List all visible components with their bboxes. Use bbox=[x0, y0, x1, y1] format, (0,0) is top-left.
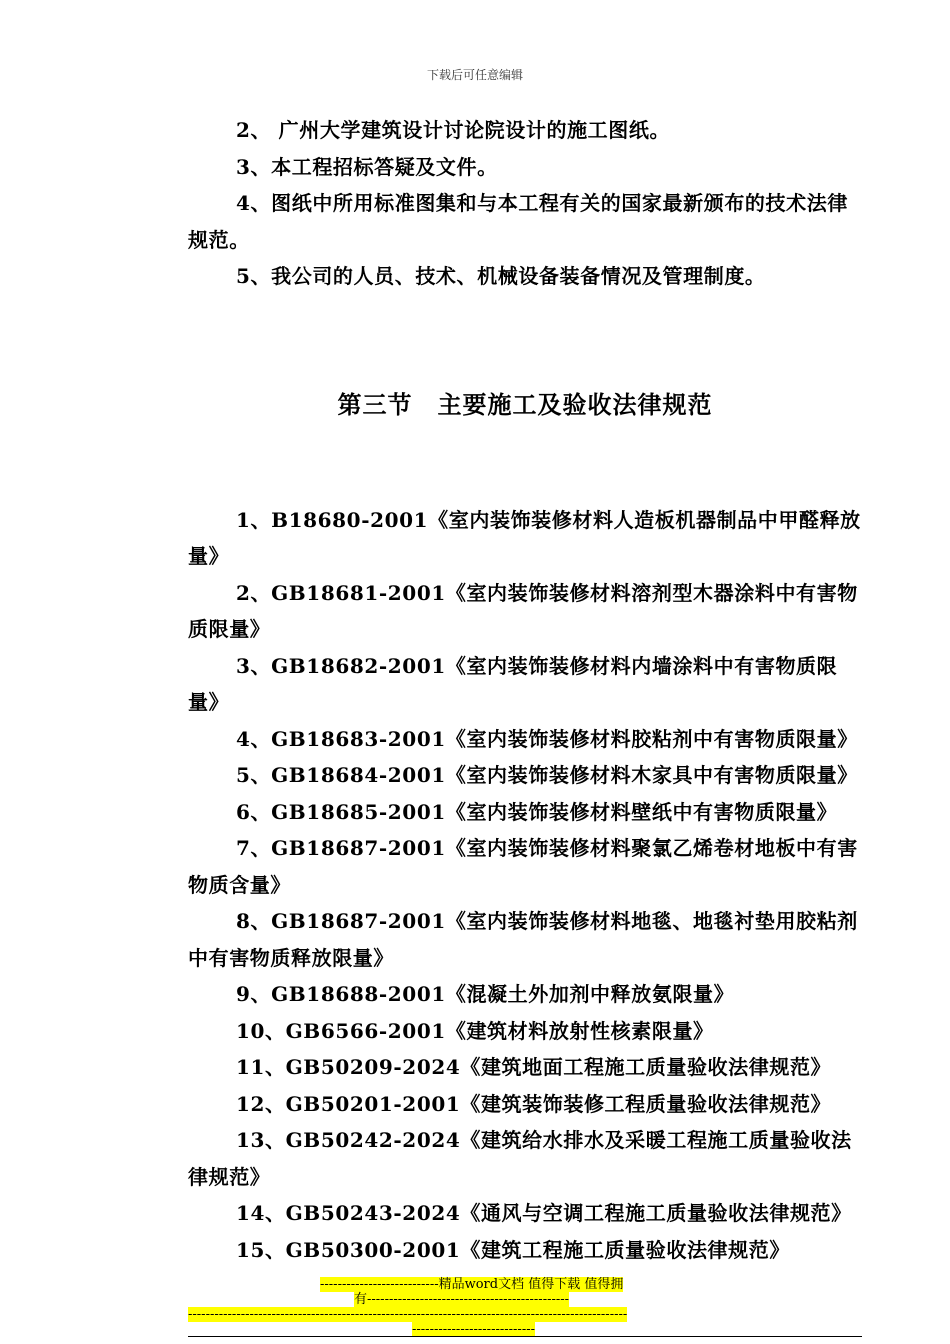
footer-highlight-2: 有---------------------------------------------- bbox=[354, 1292, 570, 1307]
footer-highlight-1: ---------------------------精品word文档 值得下载 值得拥 bbox=[320, 1277, 624, 1292]
footer-line-1 bbox=[188, 1277, 862, 1292]
document-body bbox=[188, 112, 862, 1268]
footer-line-2 bbox=[188, 1292, 862, 1307]
standard-item: 13、GB50242-2024《建筑给水排水及采暖工程施工质量验收法律规范》 bbox=[188, 1128, 852, 1189]
standard-item: 9、GB18688-2001《混凝土外加剂中释放氨限量》 bbox=[236, 982, 735, 1006]
standard-item: 11、GB50209-2024《建筑地面工程施工质量验收法律规范》 bbox=[236, 1055, 832, 1079]
intro-item-3: 3、本工程招标答疑及文件。 bbox=[236, 154, 498, 179]
standard-item: 2、GB18681-2001《室内装饰装修材料溶剂型木器涂料中有害物质限量》 bbox=[188, 580, 858, 641]
standard-item: 12、GB50201-2001《建筑装饰装修工程质量验收法律规范》 bbox=[236, 1091, 832, 1116]
standard-item: 5、GB18684-2001《室内装饰装修材料木家具中有害物质限量》 bbox=[236, 763, 858, 787]
footer-highlight-4: ---------------------------- bbox=[412, 1322, 535, 1337]
page-header: 下载后可任意编辑 bbox=[426, 68, 523, 82]
intro-item-5: 5、我公司的人员、技术、机械设备装备情况及管理制度。 bbox=[236, 264, 766, 288]
standard-item: 1、B18680-2001《室内装饰装修材料人造板机器制品中甲醛释放量》 bbox=[188, 507, 861, 568]
standard-item: 10、GB6566-2001《建筑材料放射性核素限量》 bbox=[236, 1018, 714, 1043]
intro-item-4: 4、图纸中所用标准图集和与本工程有关的国家最新颁布的技术法律规范。 bbox=[188, 191, 848, 252]
footer-line-4 bbox=[188, 1322, 862, 1337]
footer-rule bbox=[188, 1336, 862, 1337]
page-footer bbox=[188, 1277, 862, 1337]
footer-line-3 bbox=[188, 1307, 862, 1322]
standard-item: 15、GB50300-2001《建筑工程施工质量验收法律规范》 bbox=[236, 1237, 790, 1262]
standard-item: 14、GB50243-2024《通风与空调工程施工质量验收法律规范》 bbox=[236, 1201, 852, 1225]
standard-item: 8、GB18687-2001《室内装饰装修材料地毯、地毯衬垫用胶粘剂中有害物质释放限量》 bbox=[188, 909, 858, 970]
footer-highlight-3: ---------------------------------------------------------------------------------------------------- bbox=[188, 1307, 628, 1322]
standard-item: 7、GB18687-2001《室内装饰装修材料聚氯乙烯卷材地板中有害物质含量》 bbox=[188, 836, 858, 897]
intro-item-2: 2、 广州大学建筑设计讨论院设计的施工图纸。 bbox=[236, 118, 671, 142]
section-title: 第三节 主要施工及验收法律规范 bbox=[337, 389, 713, 419]
standard-item: 6、GB18685-2001《室内装饰装修材料壁纸中有害物质限量》 bbox=[236, 799, 838, 824]
standard-item: 4、GB18683-2001《室内装饰装修材料胶粘剂中有害物质限量》 bbox=[236, 726, 858, 751]
standard-item: 3、GB18682-2001《室内装饰装修材料内墙涂料中有害物质限量》 bbox=[188, 653, 838, 714]
